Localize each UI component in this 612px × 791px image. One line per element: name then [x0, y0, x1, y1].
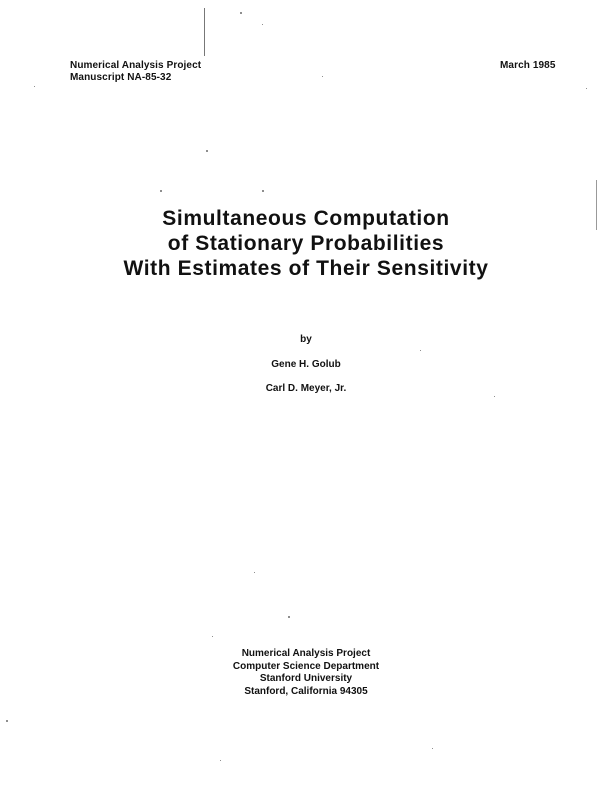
scan-speck — [322, 76, 323, 77]
scan-speck — [34, 86, 35, 87]
project-name: Numerical Analysis Project — [70, 60, 202, 71]
author-1: Gene H. Golub — [271, 359, 341, 370]
by-label: by — [300, 334, 312, 345]
scan-speck — [6, 720, 8, 722]
address-line-2: Computer Science Department — [232, 660, 380, 672]
scan-artifact-line — [204, 8, 205, 56]
scan-speck — [494, 396, 495, 397]
institution-address — [0, 648, 612, 698]
scan-speck — [420, 350, 421, 351]
scan-speck — [212, 636, 213, 637]
scan-speck — [262, 190, 264, 192]
scan-speck — [206, 150, 208, 152]
address-line-3: Stanford University — [259, 673, 353, 684]
manuscript-number: Manuscript NA-85-32 — [70, 72, 172, 83]
scan-speck — [160, 190, 162, 192]
scan-speck — [240, 12, 242, 14]
header-left — [70, 60, 201, 84]
scan-speck — [254, 572, 255, 573]
scan-speck — [262, 24, 263, 25]
title-line-2: of Stationary Probabilities — [167, 232, 445, 255]
title-line-1: Simultaneous Computation — [162, 207, 450, 230]
scan-speck — [288, 616, 290, 618]
scan-speck — [220, 760, 221, 761]
title-line-3: With Estimates of Their Sensitivity — [123, 257, 489, 280]
scan-speck — [432, 748, 433, 749]
address-line-4: Stanford, California 94305 — [244, 685, 368, 697]
address-line-1: Numerical Analysis Project — [241, 648, 371, 659]
author-2: Carl D. Meyer, Jr. — [265, 383, 347, 394]
scan-speck — [586, 88, 587, 89]
report-date: March 1985 — [500, 60, 556, 71]
